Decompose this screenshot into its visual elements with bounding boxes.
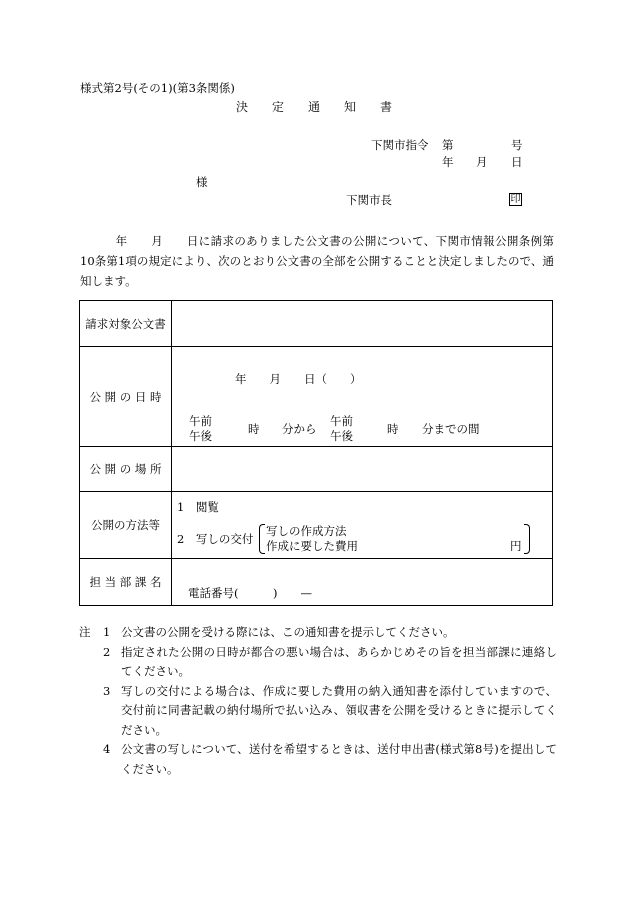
form-number: 様式第2号(その1)(第3条関係) [80,81,235,95]
addressee-sama: 様 [196,175,208,189]
datetime-hour-2: 時 [387,422,399,436]
document-title: 決 定 通 知 書 [236,100,393,114]
issuer-reference: 下関市指令 [371,138,429,152]
datetime-hour-1: 時 [248,422,260,436]
note-number: 2 [103,644,111,659]
datetime-from: 分から [282,422,317,436]
value-disclosure-place [172,447,553,492]
datetime-date: 年 月 日（ ） [235,372,362,386]
datetime-am-2: 午前 [330,414,353,428]
label-disclosure-method: 公開の方法等 [80,492,172,559]
date-day: 日 [511,155,523,169]
label-disclosure-datetime: 公 開 の 日 時 [80,347,172,447]
row-disclosure-method [80,492,553,559]
note-item [79,643,557,682]
phone-number: 電話番号( ) — [188,586,312,600]
mayor-title: 下関市長 [346,193,392,207]
body-paragraph: 年 月 日に請求のありました公文書の公開について、下関市情報公開条例第10条第1項の規定により、次のとおり公文書の全部を公開することと決定しましたので、通知します。 [80,234,554,288]
row-target-document [80,301,553,347]
reference-dai: 第 [442,138,454,152]
label-department: 担 当 部 課 名 [80,559,172,606]
disclosure-table [79,300,553,606]
note-number: 1 [103,625,111,639]
seal-stamp: 印 [510,193,521,205]
datetime-pm-1: 午後 [189,429,212,443]
row-disclosure-place [80,447,553,492]
note-number: 4 [103,742,111,756]
note-item [79,682,557,741]
note-item [79,740,557,779]
value-disclosure-method [172,492,553,559]
note-text: 公文書の写しについて、送付を希望するときは、送付申出書(様式第8号)を提出してください。 [121,742,557,776]
value-target-document [172,301,553,347]
reference-go: 号 [511,138,523,152]
notes-prefix: 注 [79,625,91,639]
date-year: 年 [442,155,454,169]
datetime-am-1: 午前 [189,414,212,428]
note-text: 指定された公開の日時が都合の悪い場合は、あらかじめその旨を担当部課に連絡してください。 [121,644,557,678]
right-bracket [524,524,530,554]
note-text: 公文書の公開を受ける際には、この通知書を提示してください。 [121,625,455,639]
value-department [172,559,553,606]
note-item [79,623,557,643]
datetime-pm-2: 午後 [330,429,353,443]
copy-creation-method: 写しの作成方法 [266,524,347,538]
note-text: 写しの交付による場合は、作成に要した費用の納入通知書を添付していますので、交付前に同書記載の納付場所で払い込み、領収書を公開を受けるときに提示してください。 [121,683,557,737]
note-number: 3 [103,683,111,698]
method-option-inspection: 1 閲覧 [177,500,219,514]
left-bracket [259,524,265,554]
row-disclosure-datetime [80,347,553,447]
value-disclosure-datetime [172,347,553,447]
label-target-document: 請求対象公文書 [80,301,172,347]
yen-unit: 円 [510,539,522,553]
row-department [80,559,553,606]
date-month: 月 [476,155,488,169]
datetime-until: 分までの間 [422,422,480,436]
method-option-copy: 2 写しの交付 [177,532,254,546]
copy-creation-cost: 作成に要した費用 [266,539,358,553]
label-disclosure-place: 公 開 の 場 所 [80,447,172,492]
notes-section [79,623,557,779]
